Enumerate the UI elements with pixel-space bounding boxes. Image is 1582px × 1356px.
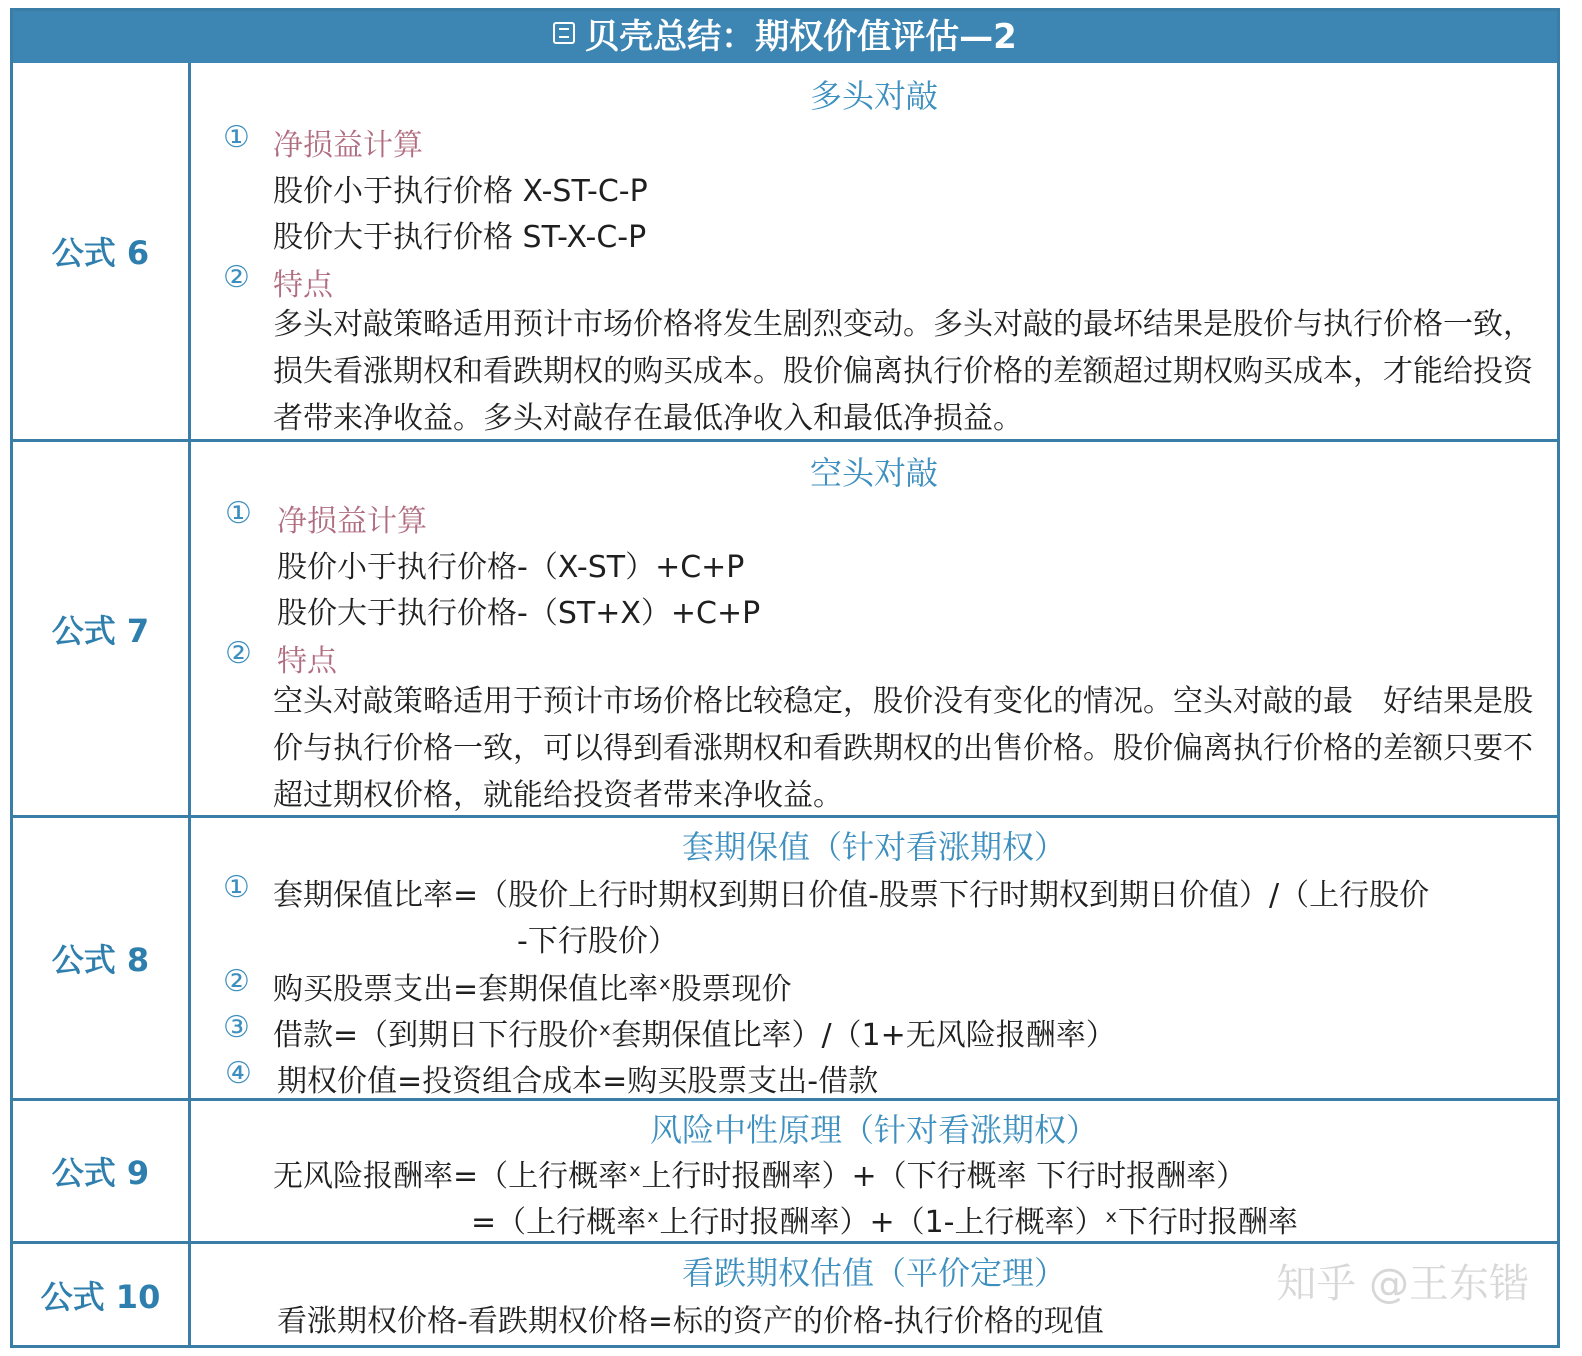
item-title: 特点: [277, 644, 337, 679]
item-title: 净损益计算: [277, 504, 427, 539]
section-heading: 风险中性原理（针对看涨期权）: [649, 1111, 1098, 1149]
formula-line: 看涨期权价格-看跌期权价格=标的资产的价格-执行价格的现值: [277, 1304, 1104, 1339]
item-number: ①: [225, 496, 252, 531]
page-title: 贝壳总结：期权价值评估—2: [585, 17, 1017, 57]
watermark: 知乎 @王东锴: [1276, 1261, 1529, 1307]
formula-line: 股价小于执行价格 X-ST-C-P: [273, 174, 648, 209]
item-number: ①: [223, 120, 250, 155]
formula-label: 公式 7: [13, 442, 191, 815]
section-heading: 套期保值（针对看涨期权）: [681, 828, 1066, 866]
description-paragraph: 空头对敲策略适用于预计市场价格比较稳定，股价没有变化的情况。空头对敲的最 好结果是股价与执行价格一致，可以得到看涨期权和看跌期权的出售价格。股价偏离执行价格的差额只要不超过期权价格，就能给投资者带来净收益。: [273, 684, 1533, 813]
section-heading: 多头对敲: [809, 77, 938, 115]
formula-content: [191, 818, 1557, 1098]
item-number: ①: [223, 870, 250, 905]
formula-line-continued: -下行股价）: [517, 924, 678, 959]
formula-line: 购买股票支出=套期保值比率ˣ股票现价: [273, 972, 792, 1007]
item-number: ④: [225, 1056, 252, 1091]
item-title: 特点: [273, 268, 333, 303]
formula-row-8: [13, 815, 1557, 1098]
formula-line: 期权价值=投资组合成本=购买股票支出-借款: [277, 1064, 879, 1099]
item-number: ②: [223, 260, 250, 295]
section-heading: 空头对敲: [809, 454, 938, 492]
formula-line: 套期保值比率=（股价上行时期权到期日价值-股票下行时期权到期日价值）/（上行股价: [273, 878, 1430, 913]
formula-row-6: [13, 63, 1557, 439]
formula-row-9: [13, 1098, 1557, 1241]
item-title: 净损益计算: [273, 128, 423, 163]
formula-label: 公式 8: [13, 818, 191, 1098]
formula-line: 股价小于执行价格-（X-ST）+C+P: [277, 550, 745, 585]
formula-line: =（上行概率ˣ上行时报酬率）+（1-上行概率）ˣ下行时报酬率: [471, 1205, 1298, 1240]
document-icon: [553, 22, 575, 44]
formula-content: [191, 63, 1557, 439]
description-paragraph: 多头对敲策略适用预计市场价格将发生剧烈变动。多头对敲的最坏结果是股价与执行价格一致，损失看涨期权和看跌期权的购买成本。股价偏离执行价格的差额超过期权购买成本，才能给投资者带来净收益。多头对敲存在最低净收入和最低净损益。: [273, 307, 1533, 436]
item-number: ③: [223, 1010, 250, 1045]
formula-line: 无风险报酬率=（上行概率ˣ上行时报酬率）+（下行概率 下行时报酬率）: [273, 1159, 1247, 1194]
formula-content: [191, 442, 1557, 815]
formula-line: 借款=（到期日下行股价ˣ套期保值比率）/（1+无风险报酬率）: [273, 1018, 1116, 1053]
item-number: ②: [225, 636, 252, 671]
formula-content: [191, 1101, 1557, 1241]
formula-label: 公式 9: [13, 1101, 191, 1241]
title-bar: [13, 11, 1557, 63]
formula-label: 公式 10: [13, 1244, 191, 1345]
section-heading: 看跌期权估值（平价定理）: [681, 1254, 1066, 1292]
formula-line: 股价大于执行价格 ST-X-C-P: [273, 220, 647, 255]
formula-row-7: [13, 439, 1557, 815]
item-number: ②: [223, 964, 250, 999]
formula-line: 股价大于执行价格-（ST+X）+C+P: [277, 596, 761, 631]
formula-label: 公式 6: [13, 63, 191, 439]
summary-table: [10, 8, 1560, 1348]
